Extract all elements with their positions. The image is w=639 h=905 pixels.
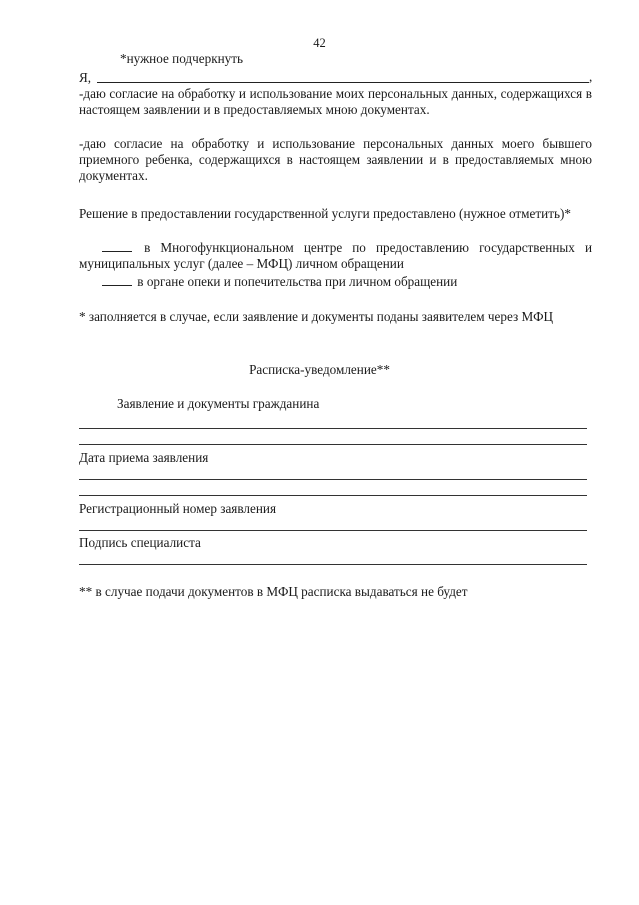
mfc-note: * заполняется в случае, если заявление и документы поданы заявителем через МФЦ bbox=[79, 309, 554, 324]
consent-own-data: -даю согласие на обработку и использование моих персональных данных, содержащихся в настоящем заявлении и в предоставляемых мною документах. bbox=[79, 86, 592, 117]
signature-line bbox=[79, 564, 587, 565]
applicant-name-line bbox=[97, 82, 589, 83]
date-line-1 bbox=[79, 479, 587, 480]
signature-label: Подпись специалиста bbox=[79, 535, 201, 550]
documents-label: Заявление и документы гражданина bbox=[117, 396, 320, 411]
option-mfc-blank bbox=[102, 240, 132, 252]
option-guardianship-text: в органе опеки и попечительства при личном обращении bbox=[137, 274, 458, 289]
receipt-title: Расписка-уведомление** bbox=[249, 362, 390, 377]
applicant-suffix: , bbox=[589, 69, 593, 84]
footnote: ** в случае подачи документов в МФЦ расписка выдаваться не будет bbox=[79, 584, 468, 599]
documents-line-2 bbox=[79, 444, 587, 445]
option-mfc-text: в Многофункциональном центре по предоставлению государственных и муниципальных услуг (далее – МФЦ) личном обращении bbox=[79, 240, 593, 271]
registration-label: Регистрационный номер заявления bbox=[79, 501, 277, 516]
date-line-2 bbox=[79, 495, 587, 496]
consent-child-data: -даю согласие на обработку и использование персональных данных моего бывшего приемного ребенка, содержащихся в настоящем заявлении и в предоставляемых мною документах. bbox=[79, 136, 592, 183]
option-mfc bbox=[79, 240, 592, 272]
option-guardianship bbox=[79, 274, 592, 290]
applicant-prefix: Я, bbox=[79, 70, 92, 85]
decision-text: Решение в предоставлении государственной услуги предоставлено (нужное отметить)* bbox=[79, 206, 571, 221]
underline-instruction: *нужное подчеркнуть bbox=[120, 51, 244, 66]
page-number: 42 bbox=[313, 36, 326, 50]
option-guardianship-blank bbox=[102, 274, 132, 286]
date-label: Дата приема заявления bbox=[79, 450, 209, 465]
registration-line bbox=[79, 530, 587, 531]
documents-line-1 bbox=[79, 428, 587, 429]
